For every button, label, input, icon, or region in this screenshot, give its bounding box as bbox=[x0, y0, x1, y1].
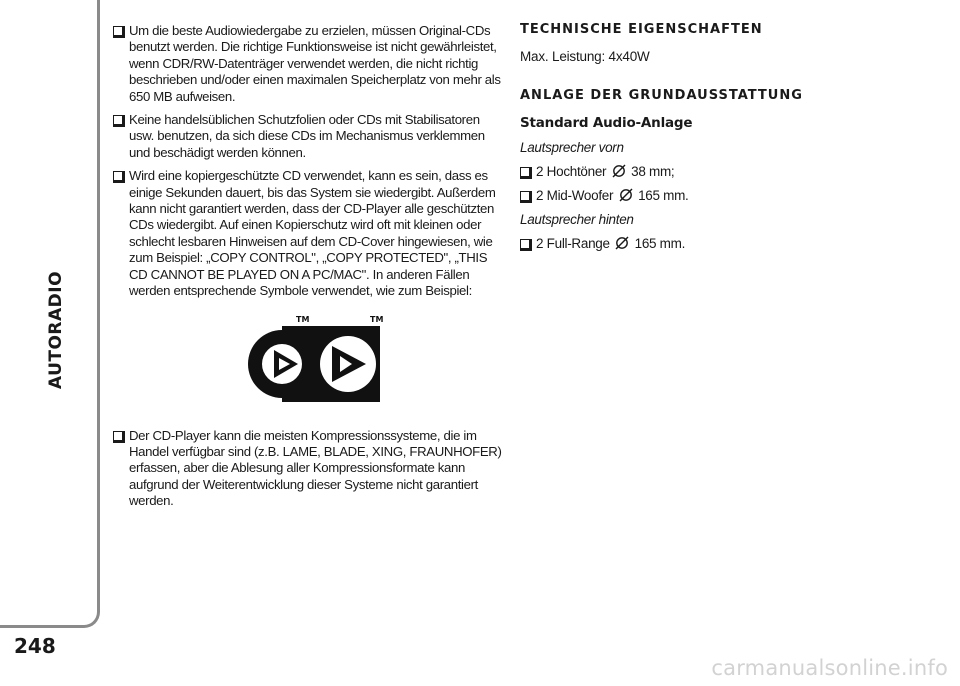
speaker-prefix: 2 Full-Range bbox=[536, 236, 610, 251]
checkbox-bullet-icon bbox=[520, 167, 530, 177]
max-power-text: Max. Leistung: 4x40W bbox=[520, 49, 650, 64]
speaker-prefix: 2 Mid-Woofer bbox=[536, 188, 614, 203]
checkbox-bullet-icon bbox=[520, 239, 530, 249]
checkbox-bullet-icon bbox=[113, 431, 123, 441]
bullet-compression-systems bbox=[113, 428, 505, 510]
bullet-text: Wird eine kopiergeschützte CD verwendet, kann es sein, dass es einige Sekunden dauert, bis das System sie wiedergibt. Außerdem kann nicht garantiert werden, dass der CD-Player alle geschützten CDs wiedergibt. Auf einen Kopierschutz wird oft mit kleinen oder schlecht lesbaren Hinweisen auf dem CD-Cover hingewiesen, wie zum Beispiel: „COPY CONTROL", „COPY PROTECTED", „THIS CD CANNOT BE PLAYED ON A PC/MAC". In anderen Fällen werden entsprechende Symbole verwendet, wie zum Beispiel: bbox=[129, 168, 496, 299]
speaker-size: 165 mm. bbox=[638, 188, 689, 203]
tm-mark-left: TM bbox=[296, 314, 310, 324]
rear-speakers-label: Lautsprecher hinten bbox=[520, 212, 634, 227]
bullet-text: Um die beste Audiowiedergabe zu erzielen, müssen Original-CDs benutzt werden. Die richtige Funktionsweise ist nicht gewährleistet, wenn CDR/RW-Datenträger verwendet werden, die nicht richtig beschrieben und/oder einen maximalen Speicherplatz von mehr als 650 MB aufweisen. bbox=[129, 23, 501, 104]
checkbox-bullet-icon bbox=[520, 191, 530, 201]
bullet-text: Der CD-Player kann die meisten Kompressionssysteme, die im Handel verfügbar sind (z.B. LAME, BLADE, XING, FRAUNHOFER) erfassen, aber die Ablesung aller Kompressionsformate kann aufgrund der Weiterentwicklung dieser Systeme nicht garantiert werden. bbox=[129, 427, 502, 509]
section-label: AUTORADIO bbox=[46, 270, 66, 390]
front-speakers-label: Lautsprecher vorn bbox=[520, 140, 624, 155]
bullet-protective-films bbox=[113, 112, 505, 161]
speaker-size: 165 mm. bbox=[634, 236, 686, 251]
checkbox-bullet-icon bbox=[113, 171, 123, 181]
diameter-icon bbox=[619, 188, 633, 202]
checkbox-bullet-icon bbox=[113, 115, 123, 125]
base-equipment-heading: ANLAGE DER GRUNDAUSSTATTUNG bbox=[520, 88, 803, 103]
diameter-icon bbox=[612, 164, 626, 178]
front-speaker-item bbox=[520, 188, 850, 203]
rear-speaker-item bbox=[520, 236, 850, 251]
copy-protection-symbols-icon bbox=[246, 308, 384, 408]
tm-mark-right: TM bbox=[370, 314, 384, 324]
page-number: 248 bbox=[14, 634, 56, 658]
bullet-copy-protection bbox=[113, 168, 505, 299]
technical-specs-heading: TECHNISCHE EIGENSCHAFTEN bbox=[520, 22, 763, 37]
copy-protection-logos bbox=[113, 308, 505, 414]
left-column bbox=[113, 23, 505, 517]
watermark: carmanualsonline.info bbox=[711, 656, 948, 680]
speaker-prefix: 2 Hochtöner bbox=[536, 164, 607, 179]
bullet-original-cds bbox=[113, 23, 505, 105]
standard-audio-subheading: Standard Audio-Anlage bbox=[520, 115, 693, 131]
speaker-size: 38 mm; bbox=[631, 164, 675, 179]
diameter-icon bbox=[615, 236, 629, 250]
checkbox-bullet-icon bbox=[113, 26, 123, 36]
right-column bbox=[520, 22, 850, 260]
bullet-text: Keine handelsüblichen Schutzfolien oder CDs mit Stabilisatoren usw. benutzen, da sich diese CDs im Mechanismus verklemmen und beschädigt werden können. bbox=[129, 112, 485, 160]
front-speaker-item bbox=[520, 164, 850, 179]
